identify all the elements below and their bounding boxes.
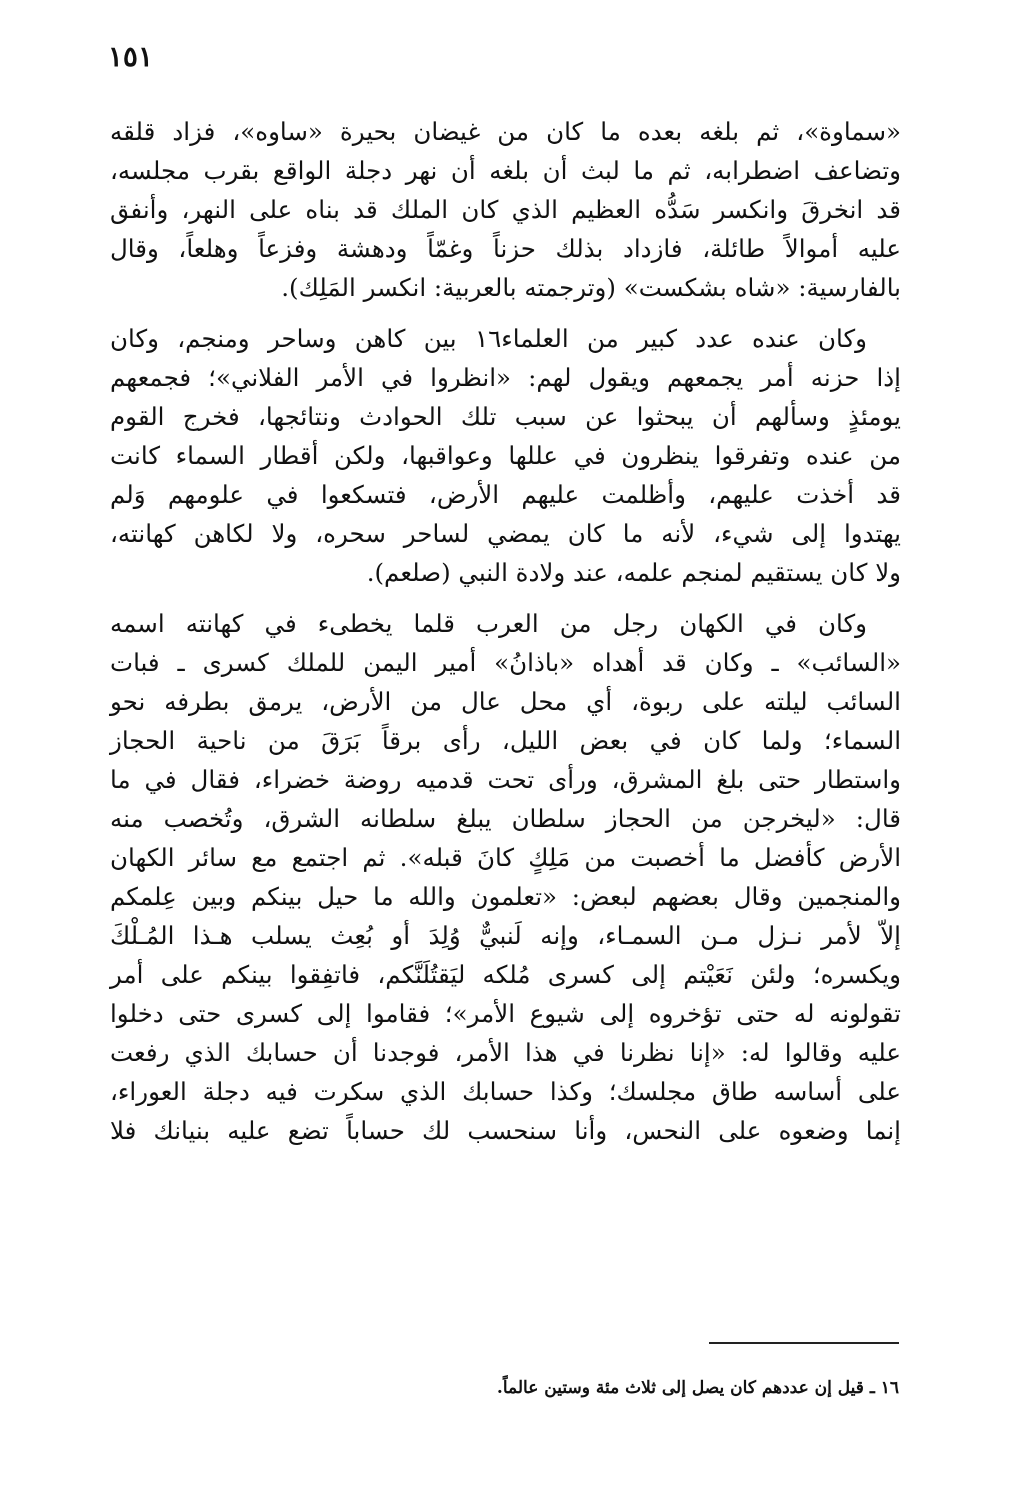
text-line: قد انخرقَ وانكسر سَدُّه العظيم الذي كان الملك قد بناه على النهر، وأنفق: [110, 195, 901, 224]
text-line: والمنجمين وقال بعضهم لبعض: «تعلمون والله ما حيل بينكم وبين عِلمكم: [110, 882, 901, 911]
text-line: تقولونه له حتى تؤخروه إلى شيوع الأمر»؛ فقاموا إلى كسرى حتى دخلوا: [110, 999, 901, 1028]
text-line: السماء؛ ولما كان في بعض الليل، رأى برقاً بَرَقَ من ناحية الحجاز: [110, 726, 901, 755]
footnote: ١٦ ـ قيل إن عددهم كان يصل إلى ثلاث مئة وستين عالماً.: [496, 1378, 899, 1398]
text-line: إلاّ لأمر نـزل مـن السمـاء، وإنه لَنبيٌّ وُلِدَ أو بُعِث يسلب هـذا المُـلْكَ: [110, 921, 901, 950]
text-line: يومئذٍ وسألهم أن يبحثوا عن سبب تلك الحوادث ونتائجها، فخرج القوم: [110, 402, 901, 431]
text-line: إذا حزنه أمر يجمعهم ويقول لهم: «انظروا في الأمر الفلاني»؛ فجمعهم: [110, 363, 901, 392]
text-line: «السائب» ـ وكان قد أهداه «باذانُ» أمير اليمن للملك كسرى ـ فبات: [110, 648, 901, 677]
text-line: «سماوة»، ثم بلغه بعده ما كان من غيضان بحيرة «ساوه»، فزاد قلقه: [110, 117, 901, 146]
text-line: عليه أموالاً طائلة، فازداد بذلك حزناً وغمّاً ودهشة وفزعاً وهلعاً، وقال: [110, 234, 901, 263]
text-line: بالفارسية: «شاه بشكست» (وترجمته بالعربية: انكسر المَلِك).: [281, 273, 901, 302]
paragraph: [110, 319, 901, 592]
text-line: قد أخذت عليهم، وأظلمت عليهم الأرض، فتسكعوا في علومهم وَلم: [110, 480, 901, 509]
text-line: وكان عنده عدد كبير من العلماء١٦ بين كاهن وساحر ومنجم، وكان: [110, 324, 867, 353]
text-line: عليه وقالوا له: «إنا نظرنا في هذا الأمر، فوجدنا أن حسابك الذي رفعت: [110, 1038, 901, 1067]
footnote-divider: [709, 1342, 899, 1344]
text-line: ولا كان يستقيم لمنجم علمه، عند ولادة النبي (صلعم).: [366, 558, 901, 587]
text-line: قال: «ليخرجن من الحجاز سلطان يبلغ سلطانه الشرق، وتُخصب منه: [110, 804, 901, 833]
text-line: يهتدوا إلى شيء، لأنه ما كان يمضي لساحر سحره، ولا لكاهن كهانته،: [110, 519, 901, 548]
text-line: ويكسره؛ ولئن نَعَيْتم إلى كسرى مُلكه ليَقتُلَنَّكم، فاتفِقوا بينكم على أمر: [110, 960, 901, 989]
text-line: الأرض كأفضل ما أخصبت من مَلِكٍ كانَ قبله». ثم اجتمع مع سائر الكهان: [110, 843, 901, 872]
body-text: [110, 112, 901, 1150]
text-line: على أساسه طاق مجلسك؛ وكذا حسابك الذي سكرت فيه دجلة العوراء،: [110, 1077, 901, 1106]
text-line: وكان في الكهان رجل من العرب قلما يخطىء في كهانته اسمه: [110, 609, 867, 638]
paragraph: [110, 604, 901, 1150]
paragraph-gap: [110, 592, 901, 604]
paragraph-gap: [110, 307, 901, 319]
paragraph: [110, 112, 901, 307]
text-line: واستطار حتى بلغ المشرق، ورأى تحت قدميه روضة خضراء، فقال في ما: [110, 765, 901, 794]
text-line: السائب ليلته على ربوة، أي محل عال من الأرض، يرمق بطرفه نحو: [110, 687, 901, 716]
text-line: وتضاعف اضطرابه، ثم ما لبث أن بلغه أن نهر دجلة الواقع بقرب مجلسه،: [110, 156, 901, 185]
text-line: إنما وضعوه على النحس، وأنا سنحسب لك حساباً تضع عليه بنيانك فلا: [110, 1116, 901, 1145]
page-number: ١٥١: [107, 40, 153, 73]
text-line: من عنده وتفرقوا ينظرون في عللها وعواقبها، ولكن أقطار السماء كانت: [110, 441, 901, 470]
